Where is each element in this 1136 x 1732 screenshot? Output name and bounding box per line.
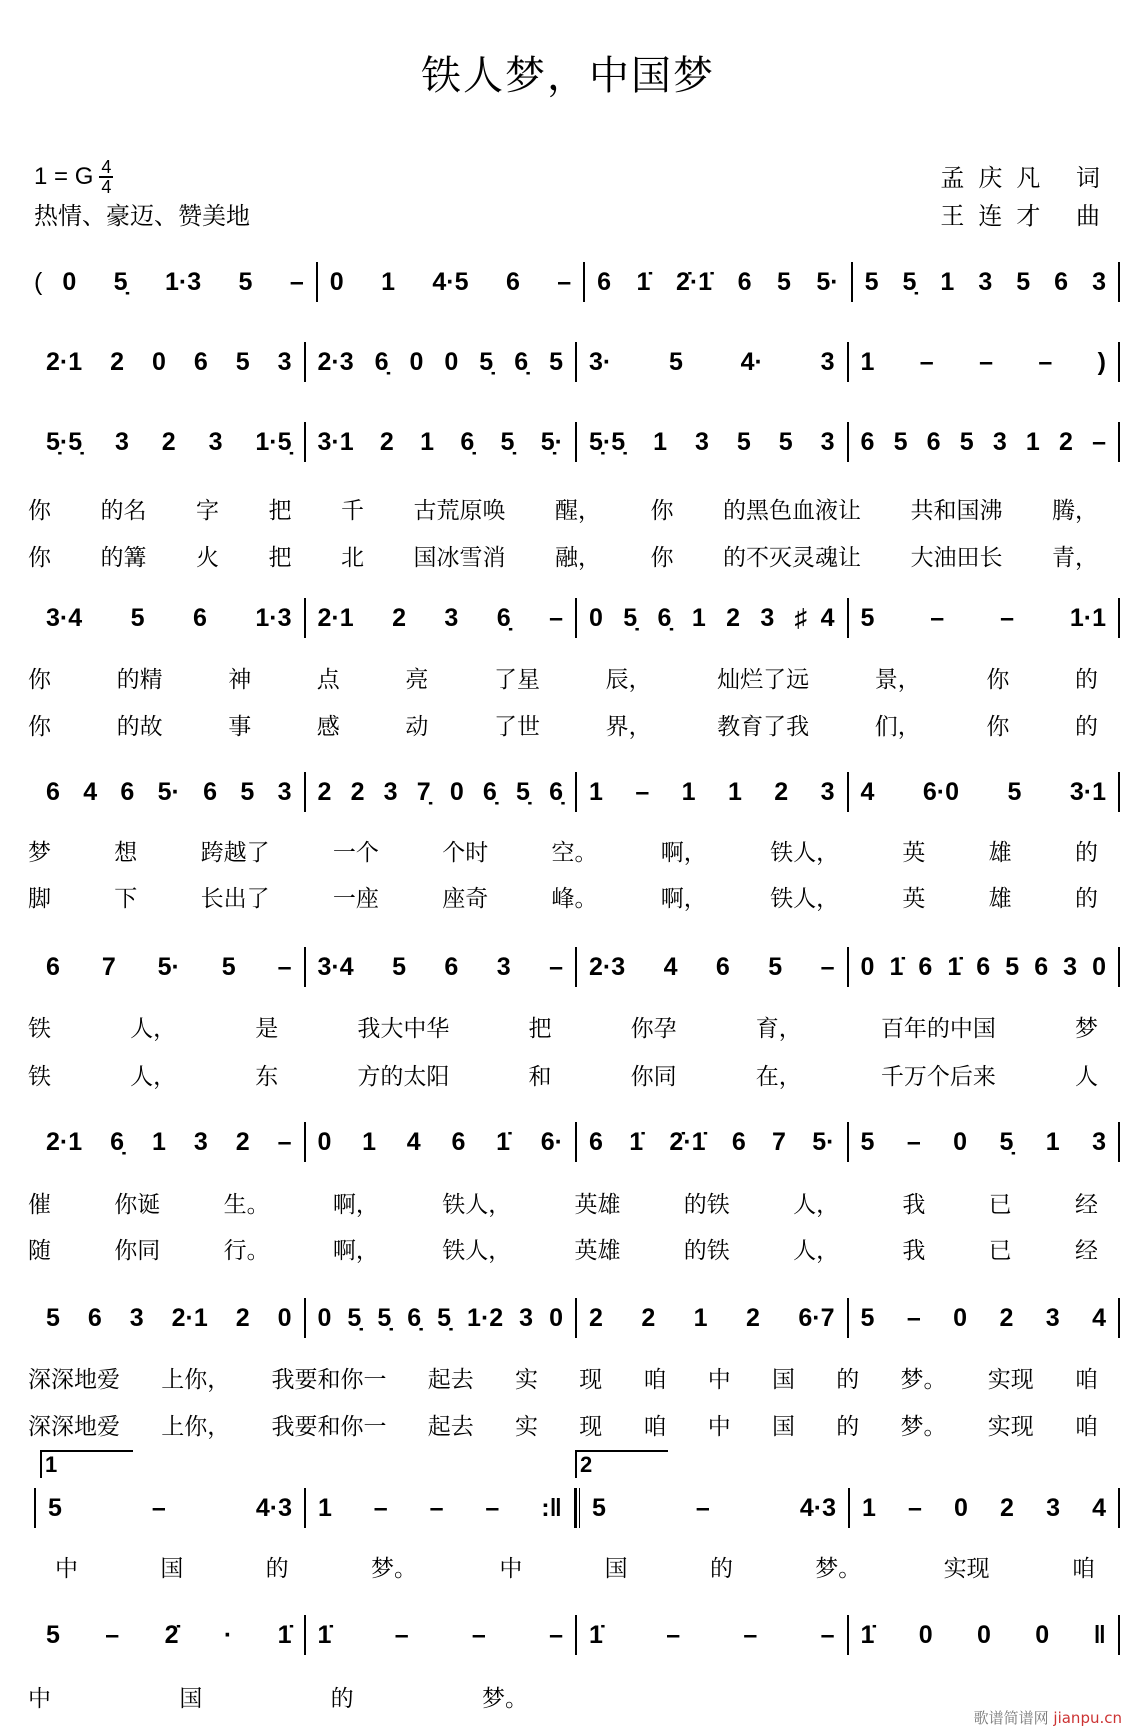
lyric-syllable: 咱: [643, 1367, 667, 1393]
lyric-syllable: 的: [330, 1686, 354, 1712]
lyric-syllable: 中: [28, 1686, 51, 1712]
lyric-syllable: 的: [709, 1556, 733, 1582]
lyric-syllable: 的: [1074, 714, 1098, 740]
lyric-syllable: 起去: [427, 1367, 474, 1393]
measure: [577, 598, 849, 638]
measure: [849, 422, 1121, 462]
lyric-syllable: 大油田长: [910, 545, 1003, 571]
measure-notes: 0 1̇ 6 1̇ 6 5 6 3 0: [860, 952, 1106, 981]
measure: [34, 1488, 306, 1528]
lyric-syllable: 铁: [28, 1064, 51, 1090]
lyric-syllable: 雄: [988, 840, 1012, 866]
measure-notes: 1 – – – ): [860, 347, 1106, 376]
measure-notes: 0 5̣ 5̣ 6̣ 5̣ 1·2 3 0: [317, 1303, 563, 1332]
measure-notes: 1̇ – – –: [317, 1620, 563, 1649]
lyric-syllable: 辰，: [605, 667, 652, 693]
measure-notes: 1̇ – – –: [589, 1620, 835, 1649]
lyric-syllable: 的: [1074, 667, 1098, 693]
measure: [34, 772, 306, 812]
lyric-syllable: 字: [196, 498, 219, 524]
lyric-syllable: 在，: [755, 1064, 802, 1090]
lyric-syllable: 梦。: [815, 1556, 862, 1582]
measure: [306, 1488, 576, 1528]
lyric-syllable: 神: [228, 667, 252, 693]
lyric-syllable: 火: [196, 545, 219, 571]
lyric-syllable: 我: [902, 1238, 926, 1264]
lyric-syllable: 实现: [943, 1556, 990, 1582]
lyric-syllable: 北: [341, 545, 364, 571]
notation-line: [34, 262, 1120, 302]
measure-notes: 3·4 5 6 3 –: [317, 952, 563, 981]
key-signature: [34, 158, 113, 196]
lyric-syllable: 们，: [874, 714, 921, 740]
measure: [849, 1298, 1121, 1338]
lyric-syllable: 上你，: [161, 1414, 231, 1440]
measure-notes: 6 7 5· 5 –: [46, 952, 292, 981]
lyric-syllable: 你: [986, 667, 1010, 693]
measure: [318, 262, 585, 302]
notation-line: [34, 947, 1120, 987]
lyricist-credit: 孟庆凡 词: [940, 164, 1114, 192]
lyric-syllable: 国: [179, 1686, 203, 1712]
lyric-syllable: 咱: [1075, 1414, 1098, 1440]
measure-notes: 4 6·0 5 3·1: [860, 777, 1106, 806]
lyric-syllable: 共和国沸: [910, 498, 1003, 524]
lyric-syllable: 的: [1074, 840, 1098, 866]
lyric-syllable: 人，: [130, 1064, 177, 1090]
measure-notes: 5 – 0 2 3 4: [860, 1303, 1106, 1332]
time-signature: [99, 158, 113, 196]
measure-notes: 0 5̣ 1·3 5 –: [62, 267, 304, 296]
lyric-line: [28, 1680, 528, 1713]
measure: [34, 1122, 306, 1162]
measure-notes: 5̣·5̣ 1 3 5 5 3: [589, 427, 835, 456]
lyric-syllable: 生。: [223, 1192, 270, 1218]
song-title: 铁人梦，中国梦: [421, 53, 715, 99]
lyric-syllable: 咱: [1075, 1367, 1098, 1393]
measure-notes: 0 5̣ 6̣ 1 2 3 ♯4: [589, 603, 835, 632]
notation-line: [34, 1615, 1120, 1655]
measure-notes: 3·1 2 1 6̣ 5̣ 5̣·: [317, 427, 563, 456]
measure-notes: 0 1 4 6 1̇ 6·: [317, 1127, 563, 1156]
watermark-cn: 歌谱简谱网: [973, 1709, 1049, 1727]
lyric-line: [28, 1232, 1098, 1265]
time-bottom: 4: [101, 177, 112, 197]
measure-notes: 5 6 3 2·1 2 0: [46, 1303, 292, 1332]
lyric-syllable: 峰。: [551, 886, 598, 912]
measure: [849, 772, 1121, 812]
lyric-line: [28, 880, 1098, 913]
measure: [853, 262, 1120, 302]
lyric-syllable: 你同: [630, 1064, 677, 1090]
lyric-syllable: 英雄: [574, 1192, 621, 1218]
lyric-syllable: 古荒原唤: [413, 498, 506, 524]
lyric-syllable: 实: [515, 1414, 538, 1440]
lyric-syllable: 你: [28, 667, 51, 693]
lyric-syllable: 灿烂了远: [717, 667, 810, 693]
lyric-syllable: 梦。: [900, 1367, 947, 1393]
lyric-line: [28, 539, 1098, 572]
lyric-syllable: 经: [1074, 1192, 1098, 1218]
lyric-syllable: 英: [902, 840, 926, 866]
lyric-syllable: 我: [902, 1192, 926, 1218]
lyric-syllable: 的精: [116, 667, 163, 693]
lyric-syllable: 你同: [114, 1238, 161, 1264]
measure-notes: 2·3 6̣ 0 0 5̣ 6̣ 5: [317, 347, 563, 376]
measure-notes: 2·1 2 3 6̣ –: [317, 603, 563, 632]
lyric-syllable: 腾，: [1052, 498, 1098, 524]
lyric-syllable: 已: [988, 1192, 1012, 1218]
lyric-syllable: 咱: [1071, 1556, 1095, 1582]
lyric-syllable: 啊，: [332, 1192, 379, 1218]
notation-line: [34, 598, 1120, 638]
measure-notes: 5 – 4·3: [592, 1493, 836, 1522]
lyric-syllable: 中: [707, 1414, 731, 1440]
lyric-syllable: 铁人，: [442, 1238, 512, 1264]
measure-notes: 6 1̇ 2̇·1̇ 6 5 5·: [597, 267, 839, 296]
measure: [34, 422, 306, 462]
lyric-syllable: 梦: [1075, 1016, 1098, 1042]
measure-notes: 5 – 2̇ · 1̇: [46, 1620, 292, 1649]
lyric-syllable: 铁: [28, 1016, 51, 1042]
measure: [306, 1298, 578, 1338]
lyric-syllable: 方的太阳: [357, 1064, 450, 1090]
lyric-syllable: 现: [579, 1414, 603, 1440]
measure: [306, 342, 578, 382]
measure-notes: 5 – 4·3: [48, 1493, 292, 1522]
measure: [306, 947, 578, 987]
lyric-syllable: 国: [604, 1556, 628, 1582]
lyric-syllable: 国: [772, 1414, 795, 1440]
lyric-syllable: 脚: [28, 886, 51, 912]
lyric-syllable: 亮: [405, 667, 429, 693]
measure-notes: 1 – 0 2 3 4: [862, 1493, 1106, 1522]
measure: [849, 598, 1121, 638]
lyric-syllable: 你: [28, 498, 51, 524]
repeat-paren: (: [34, 267, 43, 296]
lyric-syllable: 铁人，: [442, 1192, 512, 1218]
lyric-syllable: 你: [28, 714, 51, 740]
lyric-syllable: 的: [1074, 886, 1098, 912]
lyric-syllable: 咱: [643, 1414, 667, 1440]
lyric-syllable: 人，: [793, 1192, 840, 1218]
lyric-line: [28, 1361, 1098, 1394]
lyric-syllable: 空。: [551, 840, 598, 866]
measure: [577, 1615, 849, 1655]
measure: [577, 947, 849, 987]
lyric-syllable: 上你，: [161, 1367, 231, 1393]
lyric-line: [28, 1058, 1098, 1091]
lyric-syllable: 育，: [755, 1016, 802, 1042]
notation-line: [34, 342, 1120, 382]
measure-notes: 5 5̣ 1 3 5 6 3: [864, 267, 1107, 296]
measure: [306, 1615, 578, 1655]
lyric-syllable: 梦: [28, 840, 51, 866]
lyric-syllable: 你: [650, 545, 674, 571]
lyric-syllable: 事: [228, 714, 252, 740]
measure: [34, 342, 306, 382]
lyric-syllable: 你: [986, 714, 1010, 740]
measure-notes: 1 – 1 1 2 3: [589, 777, 835, 806]
lyric-syllable: 的铁: [683, 1192, 730, 1218]
lyric-syllable: 国: [160, 1556, 184, 1582]
measure-notes: 5 – – 1·1: [860, 603, 1106, 632]
notation-line: [34, 1122, 1120, 1162]
measure: [306, 422, 578, 462]
measure: [850, 1488, 1120, 1528]
time-top: 4: [101, 157, 112, 177]
lyric-syllable: 经: [1074, 1238, 1098, 1264]
lyric-syllable: 起去: [427, 1414, 474, 1440]
measure: [306, 772, 578, 812]
lyric-syllable: 雄: [988, 886, 1012, 912]
lyric-syllable: 跨越了: [200, 840, 270, 866]
volta-bracket: 1: [40, 1450, 133, 1478]
measure: [849, 1615, 1121, 1655]
lyric-syllable: 英雄: [574, 1238, 621, 1264]
lyric-syllable: 梦。: [370, 1556, 417, 1582]
lyric-syllable: 景，: [874, 667, 921, 693]
lyric-line: [28, 1010, 1098, 1043]
lyric-syllable: 啊，: [660, 886, 707, 912]
lyric-syllable: 实现: [987, 1414, 1034, 1440]
measure: [577, 1298, 849, 1338]
measure: [306, 598, 578, 638]
watermark-site: jianpu.cn: [1053, 1709, 1122, 1727]
lyric-syllable: 行。: [223, 1238, 270, 1264]
lyric-syllable: 把: [528, 1016, 552, 1042]
lyric-syllable: 的黑色血液让: [723, 498, 861, 524]
lyric-syllable: 实: [515, 1367, 538, 1393]
measure: [585, 262, 852, 302]
measure: [577, 422, 849, 462]
lyric-syllable: 你: [650, 498, 674, 524]
lyric-syllable: 了星: [493, 667, 540, 693]
lyric-syllable: 实现: [987, 1367, 1034, 1393]
lyric-syllable: 英: [902, 886, 926, 912]
lyric-syllable: 青，: [1052, 545, 1098, 571]
lyric-syllable: 的名: [100, 498, 147, 524]
lyric-syllable: 把: [268, 498, 292, 524]
lyric-syllable: 中: [707, 1367, 731, 1393]
measure: [34, 947, 306, 987]
measure-notes: 6 1̇ 2̇·1̇ 6 7 5·: [589, 1127, 835, 1156]
lyric-syllable: 国: [772, 1367, 795, 1393]
lyric-syllable: 感: [316, 714, 340, 740]
measure-notes: 3·4 5 6 1·3: [46, 603, 292, 632]
lyric-line: [28, 834, 1098, 867]
lyric-syllable: 想: [114, 840, 138, 866]
lyric-line: [55, 1550, 1095, 1583]
lyric-syllable: 是: [255, 1016, 279, 1042]
measure-notes: 5̣·5̣ 3 2 3 1·5̣: [46, 427, 292, 456]
lyric-syllable: 啊，: [660, 840, 707, 866]
lyric-line: [28, 1186, 1098, 1219]
lyric-syllable: 的故: [116, 714, 163, 740]
measure: [577, 342, 849, 382]
lyric-syllable: 把: [268, 545, 292, 571]
lyric-syllable: 千万个后来: [880, 1064, 996, 1090]
lyric-syllable: 深深地爱: [28, 1367, 120, 1393]
lyric-syllable: 东: [255, 1064, 279, 1090]
lyric-syllable: 梦。: [481, 1686, 528, 1712]
lyric-syllable: 和: [528, 1064, 552, 1090]
lyric-syllable: 的: [836, 1414, 860, 1440]
measure-notes: 6 4 6 5· 6 5 3: [46, 777, 292, 806]
measure: [577, 1122, 849, 1162]
lyric-syllable: 醒，: [555, 498, 601, 524]
lyric-line: [28, 492, 1098, 525]
lyric-line: [28, 708, 1098, 741]
lyric-syllable: 融，: [555, 545, 601, 571]
lyric-syllable: 梦。: [900, 1414, 947, 1440]
lyric-syllable: 已: [988, 1238, 1012, 1264]
lyric-syllable: 你: [28, 545, 51, 571]
measure: [577, 772, 849, 812]
lyric-syllable: 界，: [605, 714, 652, 740]
lyric-syllable: 点: [316, 667, 340, 693]
measure: [50, 262, 317, 302]
lyric-syllable: 国冰雪消: [413, 545, 506, 571]
lyric-syllable: 的铁: [683, 1238, 730, 1264]
lyric-syllable: 了世: [493, 714, 540, 740]
lyric-syllable: 啊，: [332, 1238, 379, 1264]
lyric-syllable: 中: [499, 1556, 523, 1582]
key-label: 1 = G: [34, 163, 94, 190]
lyric-syllable: 教育了我: [717, 714, 810, 740]
measure: [34, 1298, 306, 1338]
lyric-syllable: 你孕: [630, 1016, 677, 1042]
lyric-syllable: 座奇: [442, 886, 489, 912]
lyric-syllable: 中: [55, 1556, 78, 1582]
measure-notes: 1̇ 0 0 0 ‖: [860, 1620, 1106, 1649]
lyric-syllable: 人，: [793, 1238, 840, 1264]
lyric-syllable: 深深地爱: [28, 1414, 120, 1440]
lyric-syllable: 人: [1075, 1064, 1098, 1090]
lyric-syllable: 的: [836, 1367, 860, 1393]
measure-notes: 2·1 6̣ 1 3 2 –: [46, 1127, 292, 1156]
lyric-syllable: 一个: [332, 840, 379, 866]
lyric-syllable: 动: [405, 714, 429, 740]
lyric-line: [28, 1408, 1098, 1441]
measure-notes: 2 2 3 7̣ 0 6̣ 5̣ 6̣: [317, 777, 563, 806]
lyric-syllable: 个时: [442, 840, 489, 866]
lyric-syllable: 我要和你一: [271, 1367, 387, 1393]
measure: [306, 1122, 578, 1162]
watermark: [974, 1707, 1122, 1728]
lyric-syllable: 铁人，: [770, 840, 840, 866]
measure-notes: 6 5 6 5 3 1 2 –: [860, 427, 1106, 456]
lyric-syllable: 下: [114, 886, 138, 912]
measure-notes: 0 1 4·5 6 –: [329, 267, 572, 296]
lyric-syllable: 催: [28, 1192, 51, 1218]
notation-line: [34, 1488, 1120, 1528]
measure-notes: 3· 5 4· 3: [589, 347, 835, 376]
lyric-syllable: 人，: [130, 1016, 177, 1042]
measure: [34, 598, 306, 638]
lyric-syllable: 长出了: [200, 886, 270, 912]
lyric-syllable: 现: [579, 1367, 603, 1393]
lyric-syllable: 我大中华: [357, 1016, 450, 1042]
lyric-syllable: 一座: [332, 886, 379, 912]
notation-line: [34, 772, 1120, 812]
measure-notes: 2·3 4 6 5 –: [589, 952, 835, 981]
lyric-syllable: 我要和你一: [271, 1414, 387, 1440]
lyric-line: [28, 661, 1098, 694]
lyric-syllable: 千: [341, 498, 364, 524]
lyric-syllable: 百年的中国: [880, 1016, 996, 1042]
lyric-syllable: 的: [265, 1556, 289, 1582]
volta-bracket: 2: [575, 1450, 668, 1478]
composer-credit: 王连才 曲: [940, 202, 1114, 230]
notation-line: [34, 422, 1120, 462]
tempo-marking: 热情、豪迈、赞美地: [34, 202, 250, 230]
lyric-syllable: 随: [28, 1238, 51, 1264]
measure: [849, 1122, 1121, 1162]
notation-line: [34, 1298, 1120, 1338]
measure: [849, 342, 1121, 382]
measure: [849, 947, 1121, 987]
measure: [34, 1615, 306, 1655]
lyric-syllable: 你诞: [114, 1192, 161, 1218]
measure: [576, 1488, 850, 1528]
lyric-syllable: 的不灭灵魂让: [723, 545, 861, 571]
measure-notes: 5 – 0 5̣ 1 3: [860, 1127, 1106, 1156]
measure-notes: 1 – – – :‖: [318, 1493, 562, 1522]
measure-notes: 2·1 2 0 6 5 3: [46, 347, 292, 376]
lyric-syllable: 的篝: [100, 545, 147, 571]
measure-notes: 2 2 1 2 6·7: [589, 1303, 835, 1332]
lyric-syllable: 铁人，: [770, 886, 840, 912]
